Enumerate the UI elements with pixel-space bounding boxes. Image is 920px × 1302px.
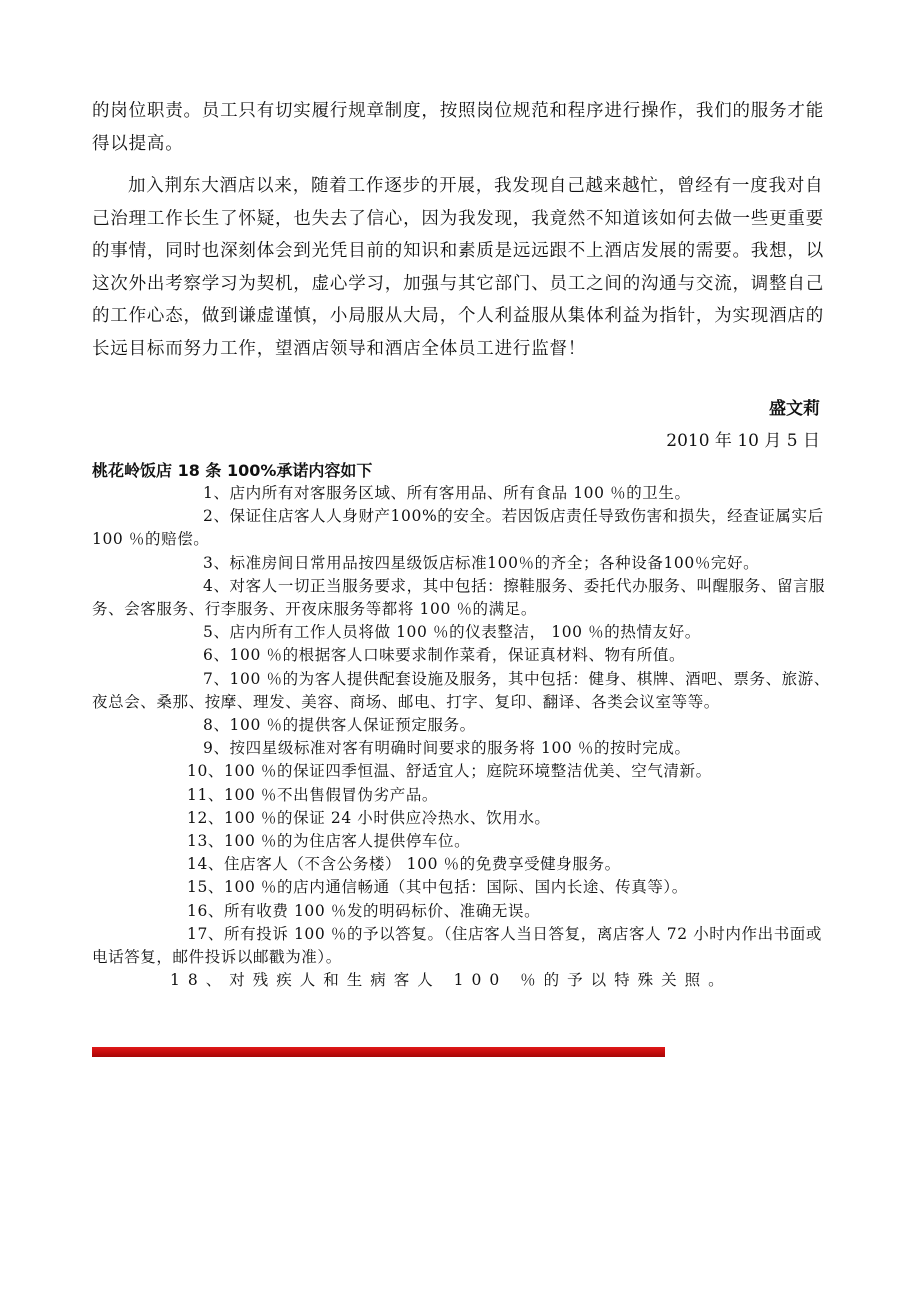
red-divider-bar	[92, 1047, 665, 1057]
list-item: 4、对客人一切正当服务要求，其中包括：擦鞋服务、委托代办服务、叫醒服务、留言服务、会客服务、行李服务、开夜床服务等都将 100 ％的满足。	[92, 576, 826, 619]
list-item: 16、所有收费 100 ％发的明码标价、准确无误。	[187, 901, 541, 920]
list-item: 12、100 ％的保证 24 小时供应冷热水、饮用水。	[187, 808, 551, 827]
list-item: 10、100 ％的保证四季恒温、舒适宜人；庭院环境整洁优美、空气清新。	[187, 762, 712, 781]
intro-text	[92, 95, 830, 365]
list-item: 3、标准房间日常用品按四星级饭店标准100％的齐全；各种设备100％完好。	[203, 553, 760, 572]
paragraph: 加入荆东大酒店以来，随着工作逐步的开展，我发现自己越来越忙，曾经有一度我对自己治理工作长生了怀疑，也失去了信心，因为我发现，我竟然不知道该如何去做一些更重要的事情，同时也深刻体会到光凭目前的知识和素质是远远跟不上酒店发展的需要。我想，以这次外出考察学习为契机，虚心学习，加强与其它部门、员工之间的沟通与交流，调整自己的工作心态，做到谦虚谨慎，小局服从大局，个人利益服从集体利益为指针，为实现酒店的长远目标而努力工作，望酒店领导和酒店全体员工进行监督！	[92, 176, 824, 359]
list-item: 18、对残疾人和生病客人 100 ％的予以特殊关照。	[170, 971, 732, 990]
list-item: 11、100 ％不出售假冒伪劣产品。	[187, 785, 439, 804]
list-item: 14、住店客人（不含公务楼） 100 ％的免费享受健身服务。	[187, 855, 621, 874]
paragraph: 的岗位职责。员工只有切实履行规章制度，按照岗位规范和程序进行操作，我们的服务才能得以提高。	[92, 101, 824, 154]
commitments-list	[92, 482, 832, 992]
list-item: 15、100 ％的店内通信畅通（其中包括：国际、国内长途、传真等）。	[187, 878, 688, 897]
list-item: 1、店内所有对客服务区域、所有客用品、所有食品 100 ％的卫生。	[203, 484, 691, 502]
list-item: 7、100 ％的为客人提供配套设施及服务，其中包括：健身、棋牌、酒吧、票务、旅游、夜总会、桑那、按摩、理发、美容、商场、邮电、打字、复印、翻译、各类会议室等等。	[92, 669, 830, 711]
signature-name: 盛文莉	[769, 399, 820, 419]
list-item: 9、按四星级标准对客有明确时间要求的服务将 100 ％的按时完成。	[203, 739, 691, 758]
list-item: 17、所有投诉 100 ％的予以答复。（住店客人当日答复，离店客人 72 小时内作出书面或电话答复，邮件投诉以邮戳为准）。	[92, 924, 822, 967]
list-item: 2、保证住店客人人身财产100%的安全。若因饭店责任导致伤害和损失，经查证属实后 100 ％的赔偿。	[92, 507, 824, 549]
commitments-title: 桃花岭饭店 18 条 100%承诺内容如下	[92, 461, 373, 480]
list-item: 6、100 ％的根据客人口味要求制作菜肴，保证真材料、物有所值。	[203, 646, 686, 665]
list-item: 8、100 ％的提供客人保证预定服务。	[203, 716, 476, 735]
list-item: 5、店内所有工作人员将做 100 ％的仪表整洁， 100 ％的热情友好。	[203, 623, 701, 642]
signature-date: 2010 年 10 月 5 日	[666, 431, 820, 451]
list-item: 13、100 ％的为住店客人提供停车位。	[187, 832, 471, 851]
